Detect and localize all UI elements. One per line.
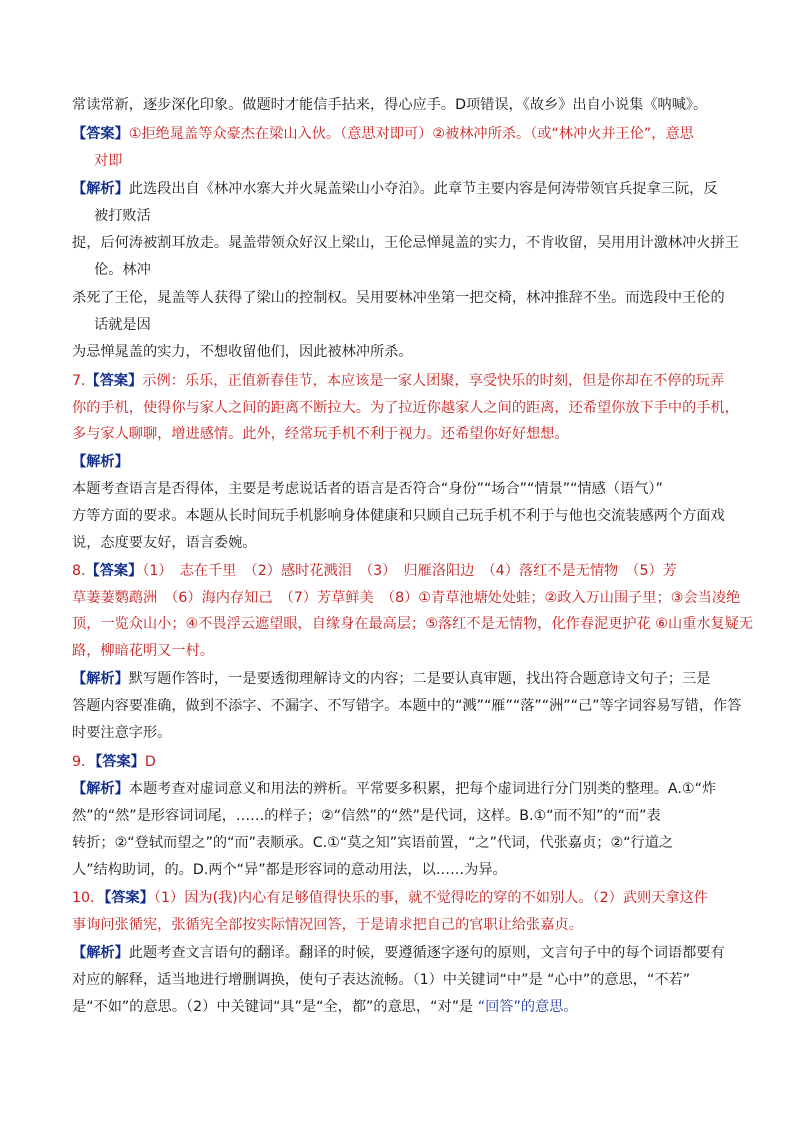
answer-tag: 【答案】 <box>95 754 145 770</box>
text-line: 捉，后何涛被割耳放走。晁盖带领众好汉上梁山，王伦忌惮晁盖的实力，不肯收留，吴用用计激林冲火拼王 <box>72 235 739 251</box>
answer-text: 示例：乐乐，正值新春佳节，本应该是一家人团聚，享受快乐的时刻，但是你却在不停的玩弄 <box>142 373 725 389</box>
text-line: 伦。林冲 <box>94 262 151 278</box>
analysis-tag: 【解析】 <box>72 181 129 197</box>
text-segment-blue: “回答”的意思。 <box>477 999 578 1015</box>
answer-line-10 <box>72 888 708 908</box>
analysis-line <box>72 179 718 199</box>
text-line: 方等方面的要求。本题从长时间玩手机影响身体健康和只顾自己玩手机不利于与他也交流装感两个方面戏 <box>72 508 725 524</box>
analysis-tag: 【解析】 <box>72 454 129 470</box>
answer-tag: 【答案】 <box>72 126 129 142</box>
analysis-tag: 【解析】 <box>72 671 129 687</box>
text-line: 被打败活 <box>94 208 151 224</box>
text-line: 说，态度要友好，语言委婉。 <box>72 535 257 551</box>
question-number: 10． <box>72 890 105 906</box>
analysis-tag: 【解析】 <box>72 945 129 961</box>
answer-tag: 【答案】 <box>104 890 154 906</box>
answer-text-cont: 多与家人聊聊，增进感情。此外，经常玩手机不利于视力。还希望你好好想想。 <box>72 426 569 442</box>
answer-tag: 【答案】 <box>85 373 143 389</box>
analysis-tag: 【解析】 <box>72 781 129 797</box>
answer-tag: 【答案】 <box>85 563 143 579</box>
answer-text-cont: 对即 <box>94 153 123 169</box>
answer-text-cont: 事询问张循宪，张循宪全部按实际情况回答，于是请求把自己的官职让给张嘉贞。 <box>72 917 583 933</box>
text-line: 常读常新，逐步深化印象。做题时才能信手拈来，得心应手。D项错误，《故乡》出自小说集《呐喊》。 <box>72 97 708 113</box>
question-number: 8. <box>72 563 86 579</box>
text-line: 对应的解释，适当地进行增删调换，使句子表达流畅。（1）中关键词“中”是 “心中”的意思，“不若” <box>72 972 691 988</box>
analysis-text: 此选段出自《林冲水寨大并火晁盖梁山小夺泊》。此章节主要内容是何涛带领官兵捉拿三阮，反 <box>128 181 718 197</box>
answer-line-9 <box>72 752 156 772</box>
analysis-line <box>72 669 710 689</box>
text-line: 转折；②“登轼而望之”的“而”表顺承。C.①“莫之知”宾语前置，“之”代词，代张嘉贞；②“行道之 <box>72 835 674 851</box>
answer-line <box>72 124 694 144</box>
answer-text: ①拒绝晁盖等众豪杰在梁山入伙。（意思对即可）②被林冲所杀。（或“林冲火并王伦”，意思 <box>128 126 694 142</box>
answer-text-cont: 路，柳暗花明又一村。 <box>72 643 214 659</box>
text-line: 人”结构助词，的。D.两个“异”都是形容词的意动用法，以……为异。 <box>72 862 507 878</box>
question-number: 7. <box>72 373 86 389</box>
analysis-line <box>72 779 716 799</box>
text-segment: 是“不如”的意思。（2）中关键词“具”是“全，都”的意思，“对”是 <box>72 999 478 1015</box>
analysis-line <box>72 943 725 963</box>
answer-text: （1） 志在千里 （2）感时花溅泪 （3） 归雁洛阳边 （4）落红不是无情物 （5）芳 <box>142 563 677 579</box>
question-number: 9． <box>72 754 96 770</box>
analysis-text: 本题考查对虚词意义和用法的辨析。平常要多积累，把每个虚词进行分门别类的整理。A.①“炸 <box>128 781 717 797</box>
answer-text-cont: 你的手机，使得你与家人之间的距离不断拉大。为了拉近你越家人之间的距离，还希望你放下手中的手机， <box>72 400 739 416</box>
answer-text: （1）因为(我)内心有足够值得快乐的事，就不觉得吃的穿的不如别人。（2）武则天拿这件 <box>153 890 708 906</box>
answer-text-cont: 草萋萋鹦鹉洲 （6）海内存知己 （7）芳草鲜美 （8）①青草池塘处处蛙；②政入万山围子里；③会当凌绝 <box>72 590 741 606</box>
text-line: 话就是因 <box>94 317 151 333</box>
text-line: 本题考查语言是否得体，主要是考虑说话者的语言是否符合“身份”“场合”“情景”“情感（语气）” <box>72 481 663 497</box>
analysis-line <box>72 452 129 472</box>
answer-text: D <box>144 754 156 770</box>
answer-text-cont: 顶，一览众山小；④不畏浮云遮望眼，自缘身在最高层；⑤落红不是无情物，化作春泥更护花 ⑥山重水复疑无 <box>72 616 754 632</box>
text-line: 杀死了王伦，晁盖等人获得了梁山的控制权。吴用要林冲坐第一把交椅，林冲推辞不坐。而选段中王伦的 <box>72 290 725 306</box>
text-line: 时要注意字形。 <box>72 725 172 741</box>
answer-line-8 <box>72 561 677 581</box>
answer-line-7 <box>72 371 724 391</box>
text-line: 答题内容要准确，做到不添字、不漏字、不写错字。本题中的“溅”“雁”“落”“洲”“己”等字词容易写错，作答 <box>72 698 742 714</box>
analysis-text: 默写题作答时，一是要透彻理解诗文的内容；二是要认真审题，找出符合题意诗文句子；三是 <box>128 671 711 687</box>
text-line: 然”的“然”是形容词词尾，……的样子；②“信然”的“然”是代词，这样。B.①“而不知”的“而”表 <box>72 808 661 824</box>
text-line <box>72 997 578 1017</box>
text-line: 为忌惮晁盖的实力，不想收留他们，因此被林冲所杀。 <box>72 344 413 360</box>
analysis-text: 此题考查文言语句的翻译。翻译的时候，要遵循逐字逐句的原则，文言句子中的每个词语都要有 <box>128 945 725 961</box>
